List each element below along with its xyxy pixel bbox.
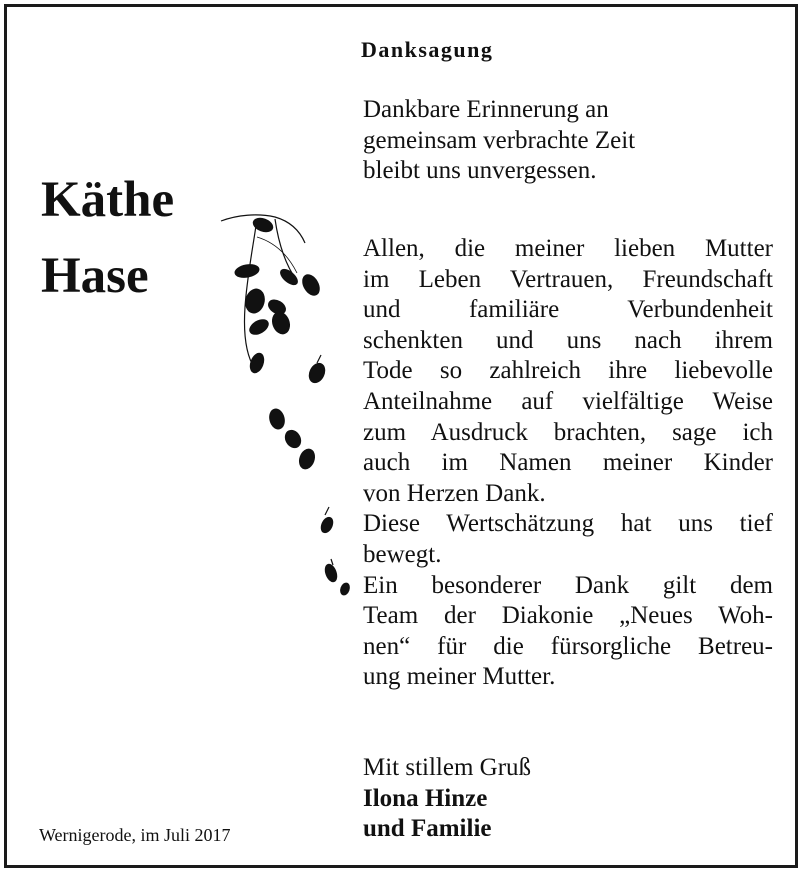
body-line: im Leben Vertrauen, Freundschaft <box>363 265 773 293</box>
birch-leaves-illustration <box>217 207 357 607</box>
body-line: Team der Diakonie „Neues Woh- <box>363 602 773 630</box>
body-line: Anteilnahme auf vielfältige Weise <box>363 387 773 415</box>
signer-name: Ilona Hinze <box>363 784 488 812</box>
notice-heading: Danksagung <box>361 37 494 62</box>
body-line: auch im Namen meiner Kinder <box>363 449 773 477</box>
intro-paragraph <box>363 95 773 187</box>
obituary-notice <box>4 4 798 868</box>
closing-block <box>363 753 531 845</box>
body-line: schenkten und uns nach ihrem <box>363 326 773 354</box>
body-line: bewegt. <box>363 540 442 568</box>
intro-line: Dankbare Erinnerung an <box>363 96 609 123</box>
body-line: Diese Wertschätzung hat uns tief <box>363 510 773 538</box>
deceased-first-name: Käthe <box>41 172 175 228</box>
thanks-paragraph <box>363 234 773 693</box>
intro-line: gemeinsam verbrachte Zeit <box>363 126 636 154</box>
place-date: Wernigerode, im Juli 2017 <box>39 825 231 845</box>
intro-line: bleibt uns unvergessen. <box>363 157 597 185</box>
body-line: von Herzen Dank. <box>363 479 546 507</box>
signer-family: und Familie <box>363 815 492 843</box>
body-line: zum Ausdruck brachten, sage ich <box>363 418 773 446</box>
closing-greeting: Mit stillem Gruß <box>363 754 532 781</box>
deceased-last-name: Hase <box>41 248 149 304</box>
body-line: Tode so zahlreich ihre liebevolle <box>363 357 773 385</box>
body-line: Allen, die meiner lieben Mutter <box>363 235 773 262</box>
body-line: Ein besonderer Dank gilt dem <box>363 571 773 599</box>
body-line: nen“ für die fürsorgliche Betreu- <box>363 632 773 660</box>
body-line: ung meiner Mutter. <box>363 663 556 691</box>
body-line: und familiäre Verbundenheit <box>363 296 773 324</box>
